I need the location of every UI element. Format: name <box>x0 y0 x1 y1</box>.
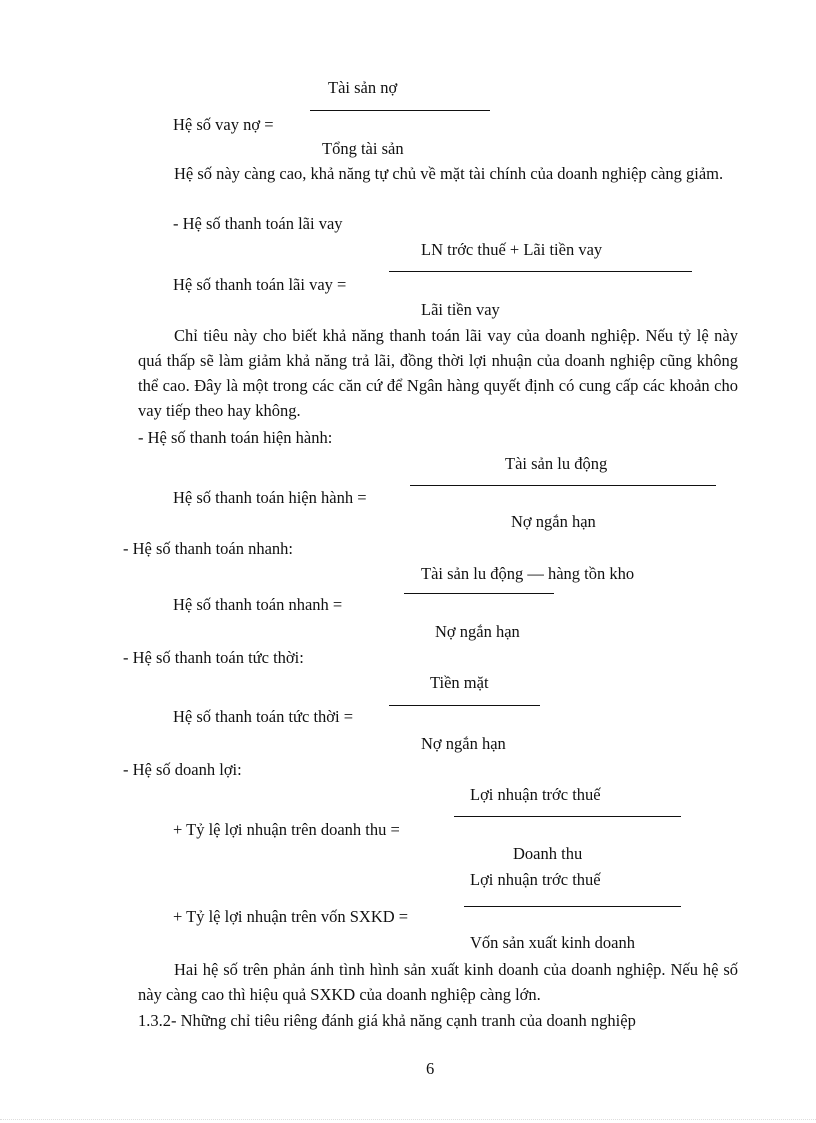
page-number: 6 <box>426 1059 435 1078</box>
formula-1-numerator: Tài sản nợ <box>328 78 398 97</box>
formula-7-numerator: Lợi nhuận trớc thuế <box>470 870 601 889</box>
formula-6-label: + Tỷ lệ lợi nhuận trên doanh thu = <box>173 820 400 839</box>
formula-2-fraction-bar <box>389 271 692 272</box>
heading-profitability: - Hệ số doanh lợi: <box>123 760 242 779</box>
formula-5-label: Hệ số thanh toán tức thời = <box>173 707 354 726</box>
formula-4-numerator: Tài sản lu động — hàng tồn kho <box>421 564 635 583</box>
formula-7-fraction-bar <box>464 906 681 907</box>
formula-3-denominator: Nợ ngắn hạn <box>511 512 596 531</box>
formula-1-denominator: Tổng tài sản <box>322 139 404 158</box>
formula-7-denominator: Vốn sản xuất kinh doanh <box>470 933 635 952</box>
paragraph-profitability: Hai hệ số trên phản ánh tình hình sản xuất kinh doanh của doanh nghiệp. Nếu hệ số này càng cao thì hiệu quả SXKD của doanh nghiệp càng lớn. <box>138 960 738 1004</box>
formula-3-fraction-bar <box>410 485 716 486</box>
formula-1-label: Hệ số vay nợ = <box>173 115 274 134</box>
heading-current-ratio: - Hệ số thanh toán hiện hành: <box>138 428 333 447</box>
formula-7-label: + Tỷ lệ lợi nhuận trên vốn SXKD = <box>173 907 409 926</box>
paragraph-debt-ratio: Hệ số này càng cao, khả năng tự chủ về mặt tài chính của doanh nghiệp càng giảm. <box>174 164 724 183</box>
formula-2-denominator: Lãi tiền vay <box>421 300 500 319</box>
heading-interest-coverage: - Hệ số thanh toán lãi vay <box>173 214 343 233</box>
page-bottom-border <box>0 1119 816 1120</box>
heading-cash-ratio: - Hệ số thanh toán tức thời: <box>123 648 304 667</box>
formula-6-fraction-bar <box>454 816 681 817</box>
formula-3-label: Hệ số thanh toán hiện hành = <box>173 488 367 507</box>
formula-4-fraction-bar <box>404 593 554 594</box>
formula-1-fraction-bar <box>310 110 490 111</box>
formula-6-denominator: Doanh thu <box>513 844 583 863</box>
formula-3-numerator: Tài sản lu động <box>505 454 608 473</box>
formula-5-numerator: Tiền mặt <box>430 673 489 692</box>
formula-6-numerator: Lợi nhuận trớc thuế <box>470 785 601 804</box>
formula-5-denominator: Nợ ngắn hạn <box>421 734 506 753</box>
paragraph-interest-coverage: Chỉ tiêu này cho biết khả năng thanh toán lãi vay của doanh nghiệp. Nếu tỷ lệ này quá thấp sẽ làm giảm khả năng trả lãi, đồng thời lợi nhuận của doanh nghiệp cũng không thể cao. Đây là một trong các căn cứ để Ngân hàng quyết định có cung cấp các khoản cho vay tiếp theo hay không. <box>138 326 738 420</box>
formula-2-numerator: LN trớc thuế + Lãi tiền vay <box>421 240 603 259</box>
formula-2-label: Hệ số thanh toán lãi vay = <box>173 275 347 294</box>
formula-4-label: Hệ số thanh toán nhanh = <box>173 595 343 614</box>
formula-4-denominator: Nợ ngắn hạn <box>435 622 520 641</box>
section-heading: 1.3.2- Những chỉ tiêu riêng đánh giá khả năng cạnh tranh của doanh nghiệp <box>138 1011 636 1030</box>
heading-quick-ratio: - Hệ số thanh toán nhanh: <box>123 539 294 558</box>
formula-5-fraction-bar <box>389 705 540 706</box>
